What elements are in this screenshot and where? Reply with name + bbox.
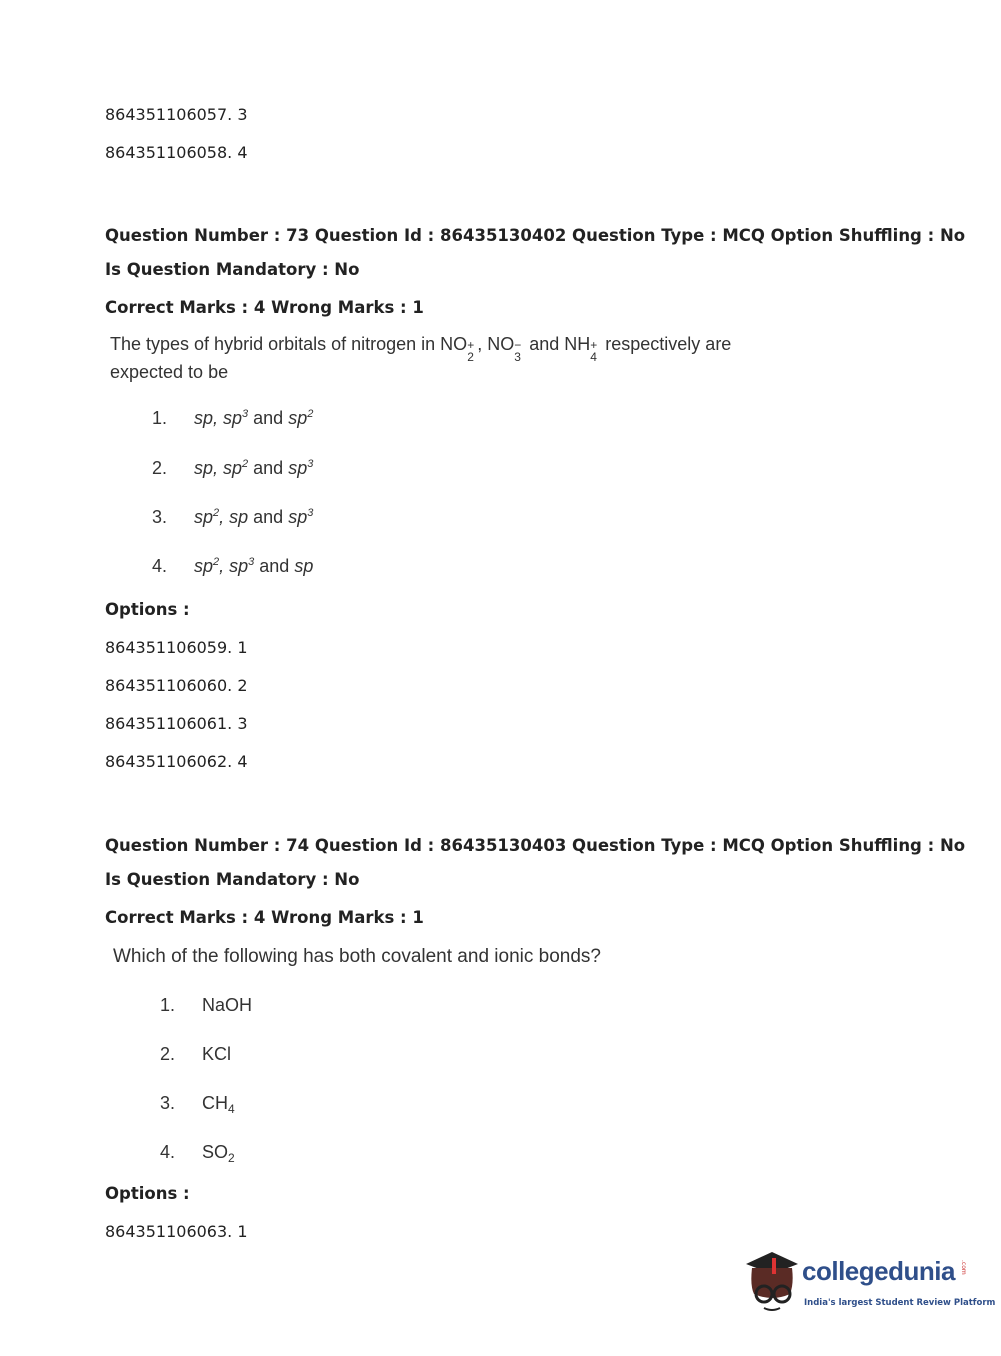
q73-mandatory: Is Question Mandatory : No [105,260,360,279]
q74-options-label: Options : [105,1184,190,1203]
prev-option-2: 864351106058. 4 [105,143,248,162]
logo-dotcom: .com [960,1260,967,1275]
q73-option-1: 864351106059. 1 [105,638,248,657]
q73-choice-3: 3. $sp^2$, sp and $sp^3$ [152,507,314,527]
q73-question-text: The types of hybrid orbitals of nitrogen in NO + 2 , NO − 3 and NH + 4 respectively are expected to be [110,334,732,382]
q74-option-1: 864351106063. 1 [105,1222,248,1241]
q74-choice-4: 4. $SO_2$ [160,1142,235,1165]
logo-tagline: India's largest Student Review Platform [804,1298,996,1308]
q73-choice-4: 4. $sp^2$, $sp^3$ and sp [152,556,314,576]
prev-option-1: 864351106057. 3 [105,105,248,124]
q73-header: Question Number : 73 Question Id : 86435130402 Question Type : MCQ Option Shuffling : No [105,226,966,245]
q74-choice-3: 3. $CH_4$ [160,1093,235,1116]
q74-choice-2: 2. KCl [160,1044,232,1064]
q74-mandatory: Is Question Mandatory : No [105,870,360,889]
q73-choice-1: 1. sp, $sp^3$ and $sp^2$ [152,408,314,428]
logo-name: collegedunia [802,1256,955,1286]
q73-marks: Correct Marks : 4 Wrong Marks : 1 [105,298,424,317]
q73-option-4: 864351106062. 4 [105,752,248,771]
q73-option-2: 864351106060. 2 [105,676,248,695]
q74-question-text: Which of the following has both covalent and ionic bonds? [113,946,601,967]
q73-options-label: Options : [105,600,190,619]
q73-option-3: 864351106061. 3 [105,714,248,733]
mascot-icon [742,1250,804,1316]
q74-header: Question Number : 74 Question Id : 86435130403 Question Type : MCQ Option Shuffling : No [105,836,966,855]
q73-choice-2: 2. sp, $sp^2$ and $sp^3$ [152,458,314,478]
collegedunia-logo [742,1250,996,1320]
q74-choice-1: 1. NaOH [160,995,253,1015]
q74-marks: Correct Marks : 4 Wrong Marks : 1 [105,908,424,927]
